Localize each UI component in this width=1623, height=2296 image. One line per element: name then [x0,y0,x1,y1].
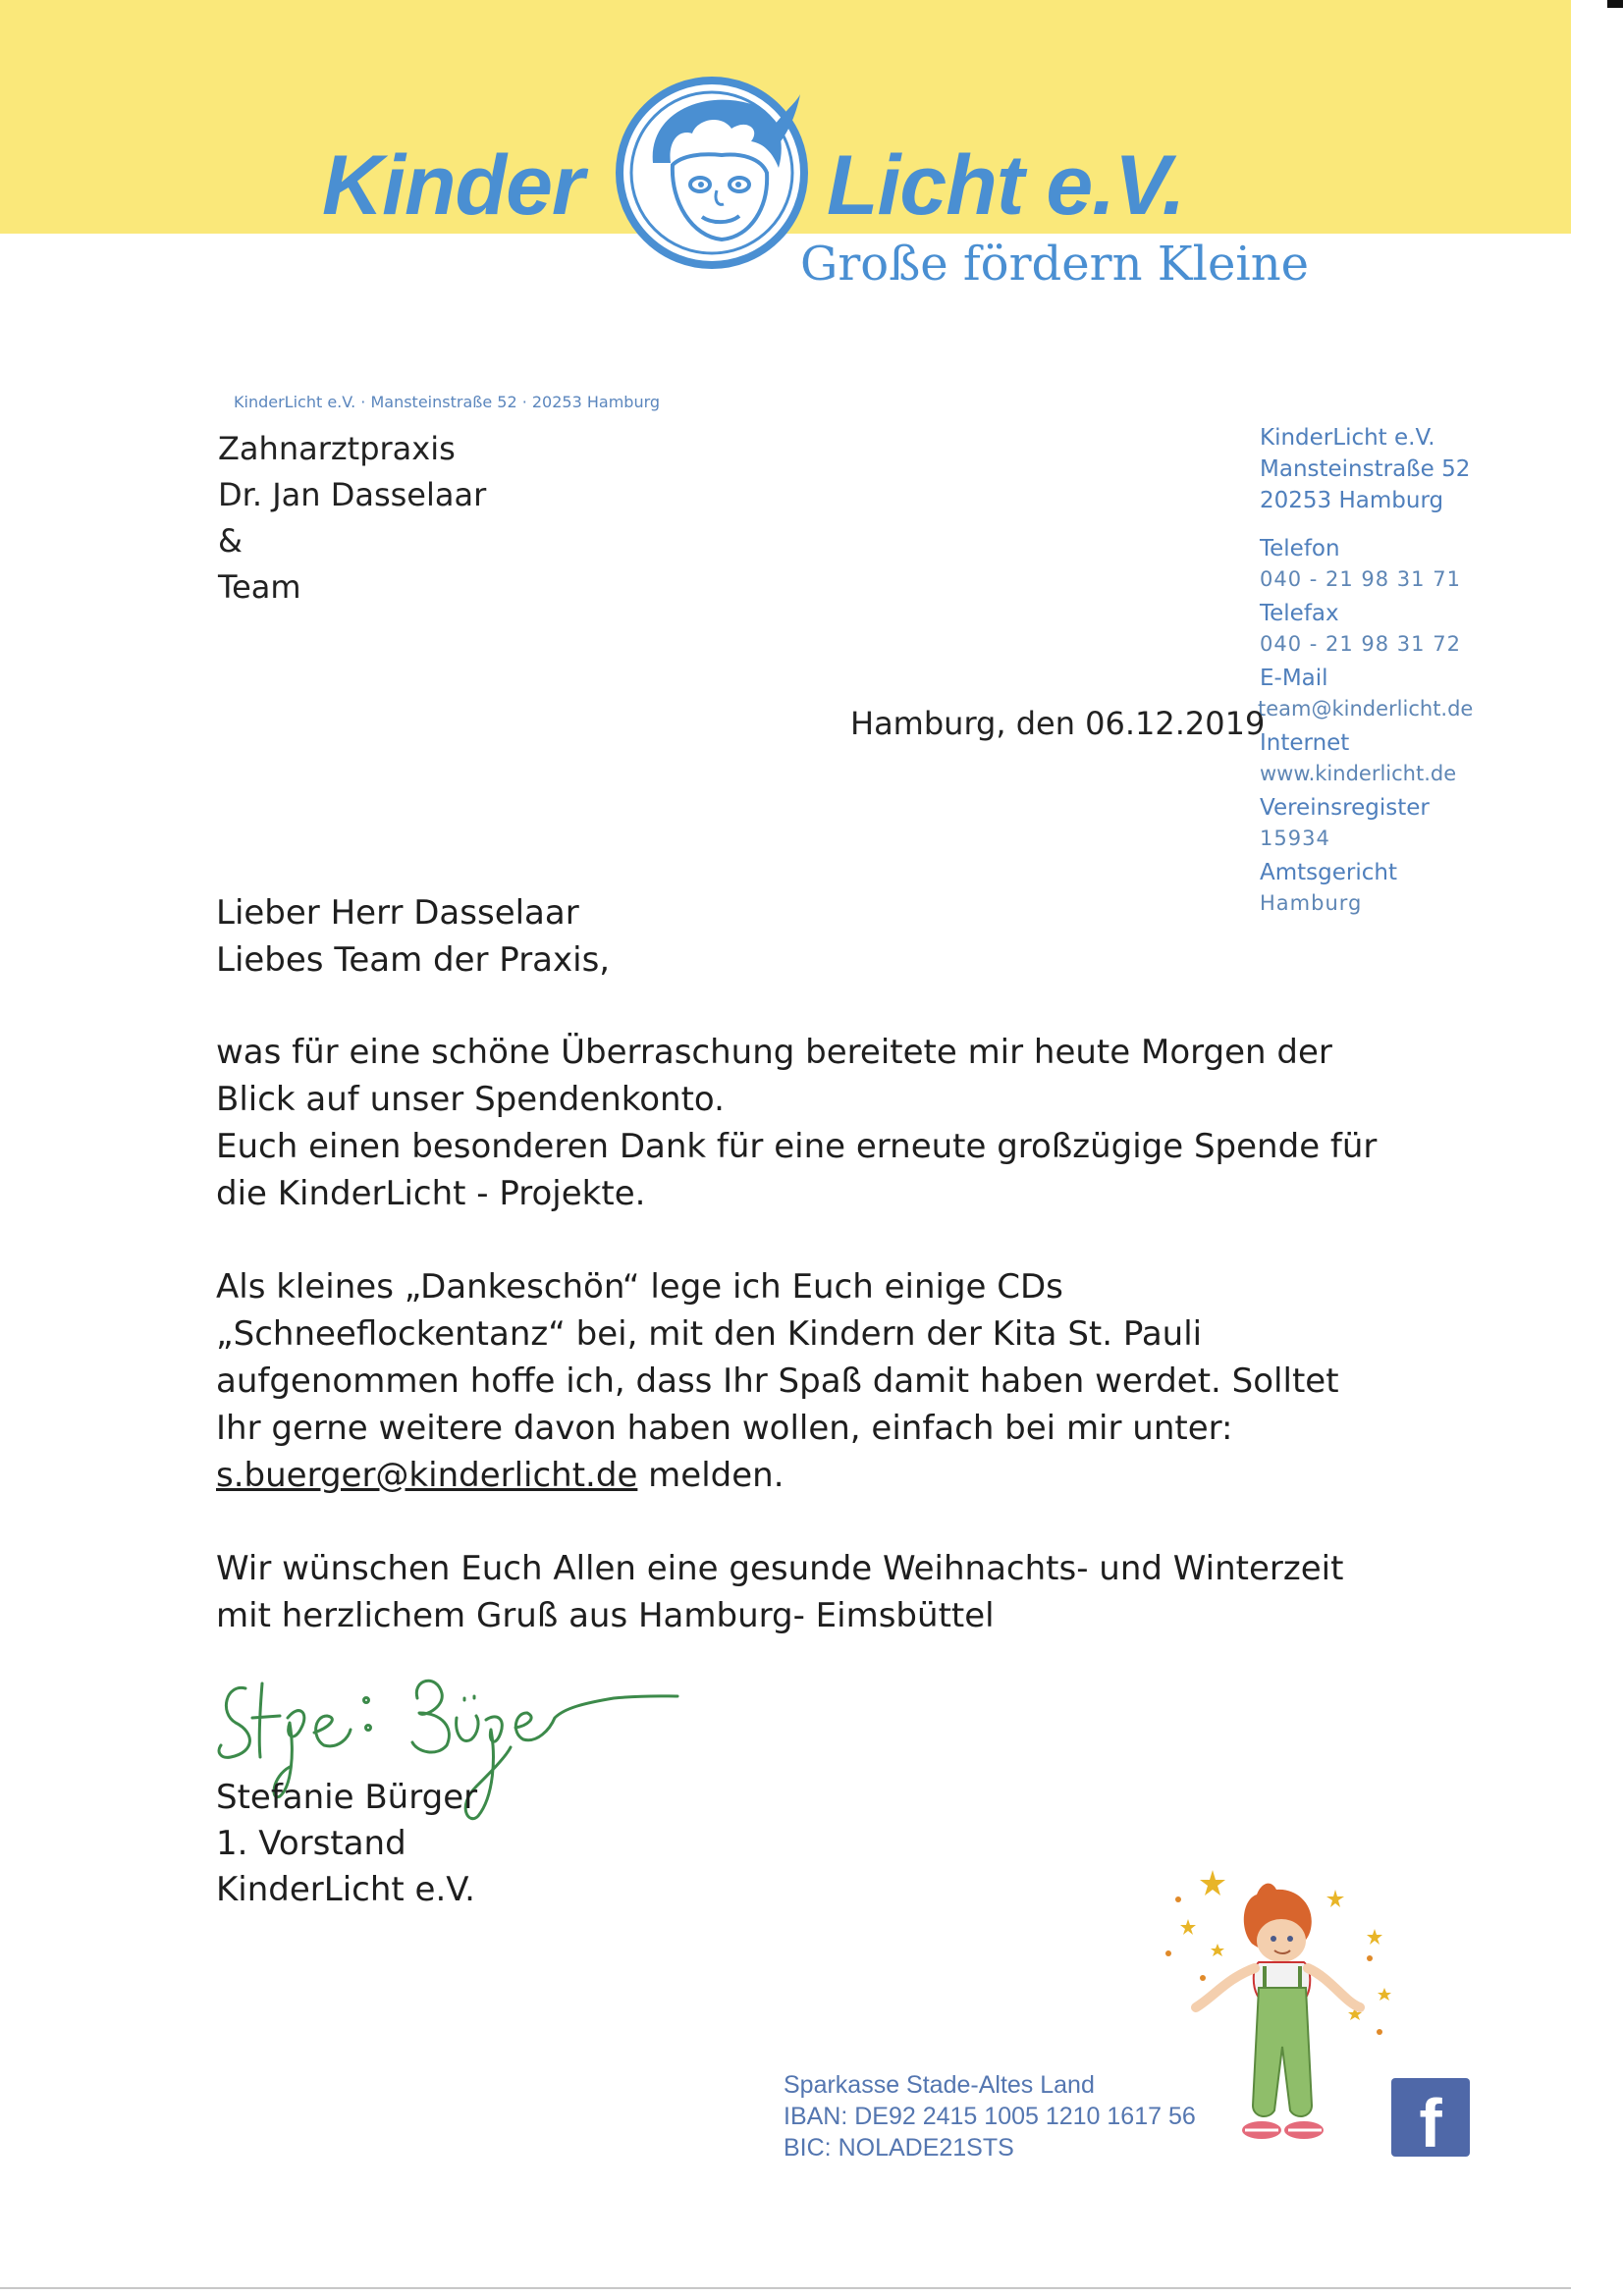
date-line: Hamburg, den 06.12.2019 [850,705,1266,742]
sidebar-web-value[interactable]: www.kinderlicht.de [1260,762,1457,785]
body-paragraph [216,1263,1377,1499]
scan-edge-mark [1607,0,1623,8]
body-line: Euch einen besonderen Dank für eine erneute großzügige Spende für [216,1127,1378,1166]
sidebar-phone-label: Telefon [1260,536,1340,561]
body-line: die KinderLicht - Projekte. [216,1174,646,1213]
body-line: was für eine schöne Überraschung bereitete mir heute Morgen der [216,1033,1332,1072]
body-line: „Schneeflockentanz“ bei, mit den Kindern der Kita St. Pauli [216,1314,1203,1354]
body-line: Ihr gerne weitere davon haben wollen, einfach bei mir unter: [216,1409,1233,1448]
sidebar-court-label: Amtsgericht [1260,860,1397,885]
signature-block [216,1775,477,1913]
body-line: Wir wünschen Euch Allen eine gesunde Weihnachts- und Winterzeit [216,1549,1344,1588]
tagline: Große fördern Kleine [800,237,1310,292]
bank-bic: BIC: NOLADE21STS [784,2134,1014,2162]
recipient-line: Zahnarztpraxis [218,430,456,467]
sidebar-email-label: E-Mail [1260,666,1328,691]
sidebar-web-label: Internet [1260,730,1350,756]
facebook-icon[interactable] [1391,2078,1470,2162]
salutation [216,889,610,984]
sidebar-court-value: Hamburg [1260,891,1363,915]
body-line: Als kleines „Dankeschön“ lege ich Euch einige CDs [216,1267,1063,1307]
logo-wordmark-left: Kinder [322,138,584,233]
sidebar-org-name: KinderLicht e.V. [1260,425,1435,451]
sidebar-phone-value: 040 - 21 98 31 71 [1260,567,1461,591]
recipient-line: & [218,522,243,560]
salutation-line: Lieber Herr Dasselaar [216,893,579,933]
contact-sidebar [1260,422,1554,919]
sender-return-address: KinderLicht e.V. · Mansteinstraße 52 · 20253 Hamburg [234,393,661,411]
sidebar-city: 20253 Hamburg [1260,488,1444,513]
body-line: Blick auf unser Spendenkonto. [216,1080,725,1119]
logo-wordmark-right: Licht e.V. [827,138,1185,233]
sidebar-street: Mansteinstraße 52 [1260,456,1471,482]
letter-body [216,1029,1377,1639]
recipient-line: Team [218,568,301,606]
juggling-child-mascot-illustration [1159,1860,1394,2204]
signer-role: 1. Vorstand [216,1824,406,1863]
child-face-emblem-icon [614,75,810,271]
sidebar-register-value: 15934 [1260,827,1330,850]
sidebar-email-value[interactable]: team@kinderlicht.de [1258,697,1474,721]
sidebar-fax-value: 040 - 21 98 31 72 [1260,632,1461,656]
salutation-line: Liebes Team der Praxis, [216,940,611,980]
body-line: mit herzlichem Gruß aus Hamburg- Eimsbüttel [216,1596,995,1635]
bank-details [784,2069,1196,2163]
body-paragraph [216,1545,1377,1639]
body-line [216,1452,1377,1499]
sidebar-register-label: Vereinsregister [1260,795,1430,821]
body-line: aufgenommen hoffe ich, dass Ihr Spaß damit haben werdet. Solltet [216,1362,1339,1401]
sidebar-fax-label: Telefax [1260,601,1339,626]
facebook-glyph: f [1419,2085,1442,2162]
bank-name: Sparkasse Stade-Altes Land [784,2071,1095,2099]
signer-org: KinderLicht e.V. [216,1870,475,1909]
body-text-suffix: melden. [637,1456,784,1495]
bank-iban: IBAN: DE92 2415 1005 1210 1617 56 [784,2103,1196,2130]
recipient-address [218,426,486,611]
signer-name: Stefanie Bürger [216,1778,478,1817]
body-paragraph [216,1029,1377,1217]
contact-email-link[interactable]: s.buerger@kinderlicht.de [216,1456,638,1495]
recipient-line: Dr. Jan Dasselaar [218,476,487,513]
bottom-rule [0,2287,1571,2289]
